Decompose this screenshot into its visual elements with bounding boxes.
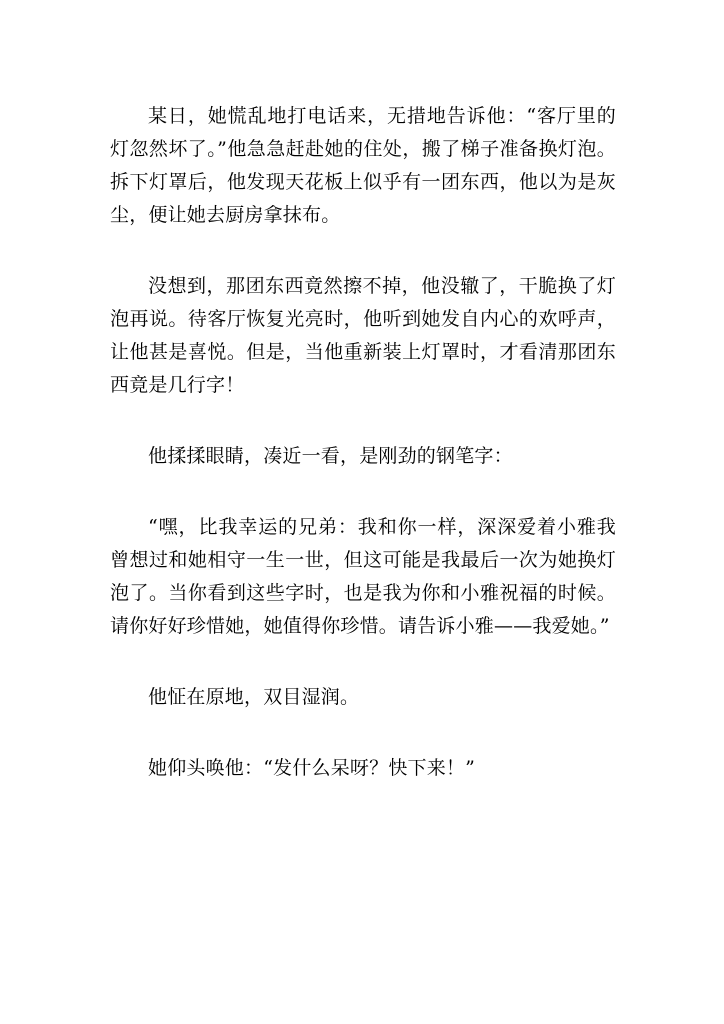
paragraph-3: 他揉揉眼睛，凑近一看，是刚劲的钢笔字： — [148, 445, 513, 467]
document-page — [110, 100, 616, 823]
paragraph-4: “嘿，比我幸运的兄弟：我和你一样，深深爱着小雅我曾想过和她相守一生一世，但这可能是我最后一次为她换灯泡了。当你看到这些字时，也是我为你和小雅祝福的时候。请你好好珍惜她，她值得你珍惜。请告诉小雅——我爱她。” — [110, 516, 616, 637]
paragraph-5: 他怔在原地，双目湿润。 — [148, 686, 360, 708]
paragraph-6: 她仰头唤他：“发什么呆呀？快下来！” — [148, 757, 476, 779]
paragraph-1: 某日，她慌乱地打电话来，无措地告诉他：“客厅里的灯忽然坏了。”他急急赶赴她的住处，搬了梯子准备换灯泡。拆下灯罩后，他发现天花板上似乎有一团东西，他以为是灰尘，便让她去厨房拿抹布。 — [110, 105, 616, 226]
paragraph-2: 没想到，那团东西竟然擦不掉，他没辙了，干脆换了灯泡再说。待客厅恢复光亮时，他听到她发自内心的欢呼声，让他甚是喜悦。但是，当他重新装上灯罩时，才看清那团东西竟是几行字！ — [110, 275, 616, 396]
